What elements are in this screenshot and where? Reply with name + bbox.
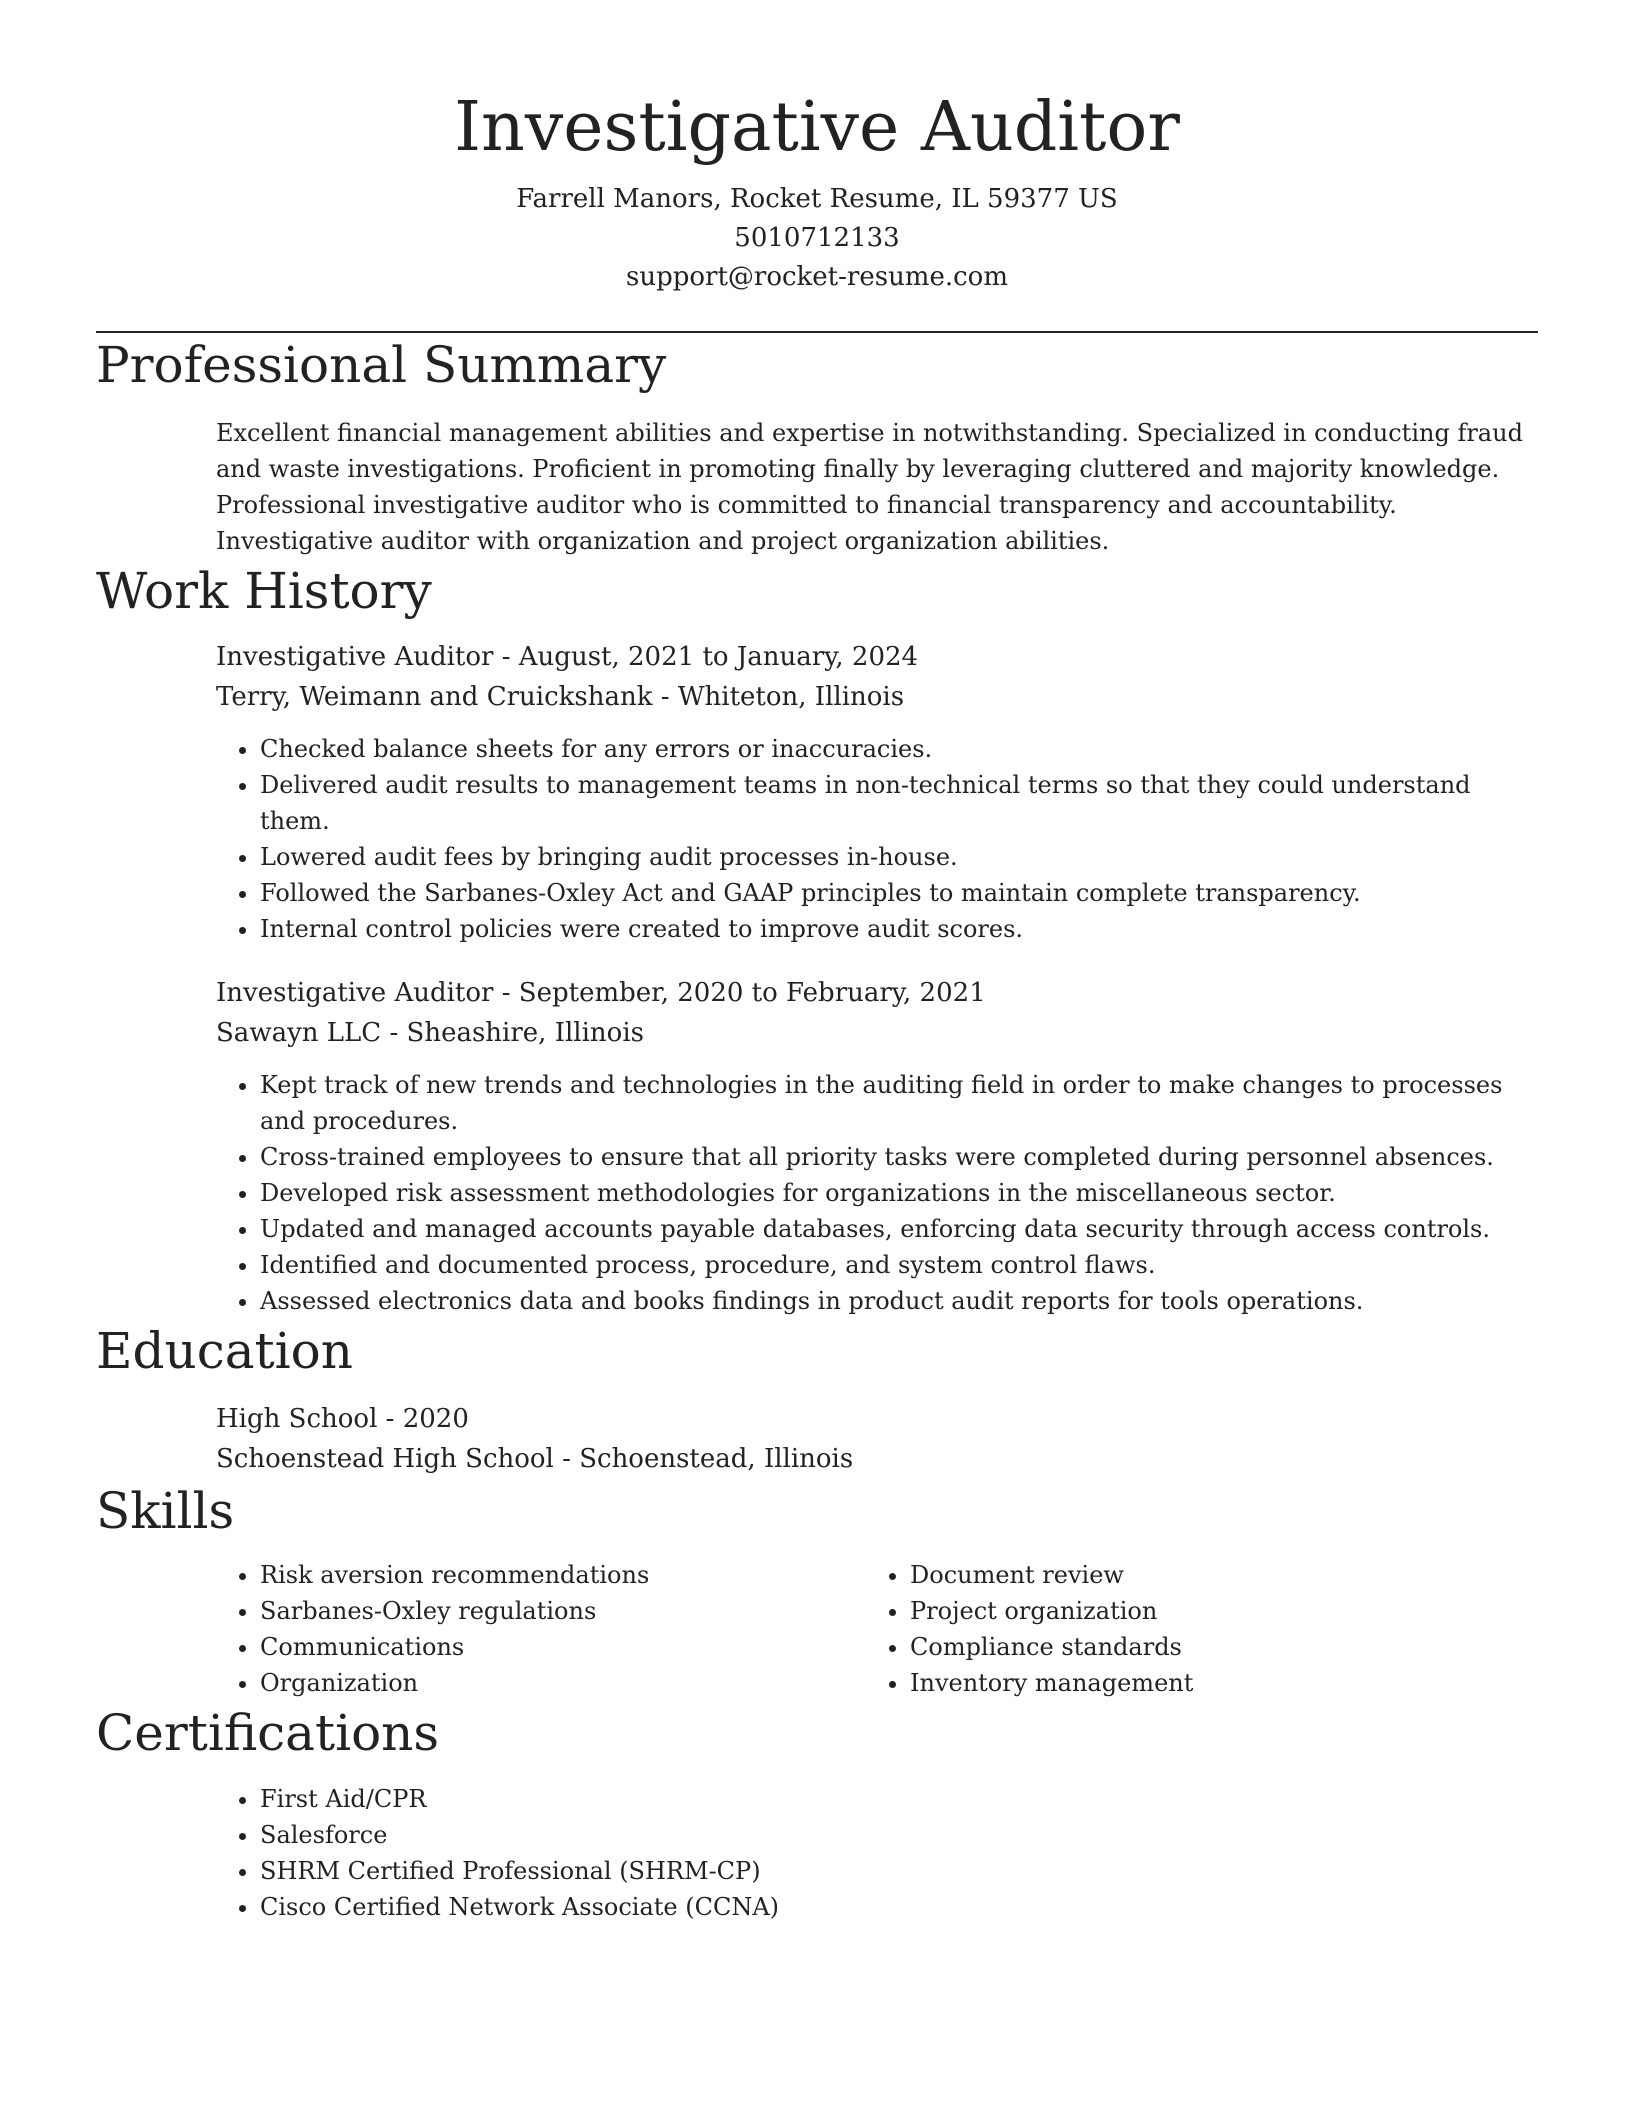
- list-item: • Cross-trained employees to ensure that all priority tasks were completed during personnel absences.: [260, 1139, 1538, 1175]
- resume-page: [96, 0, 1538, 1925]
- job-dates: - September, 2020 to February, 2021: [493, 978, 986, 1008]
- resume-header: [96, 0, 1538, 297]
- summary-text: Excellent financial management abilities and expertise in notwithstanding. Specialized in conducting fraud and waste investigations. Proficient in promoting finally by leveraging cluttered and majority knowledge. Professional investigative auditor who is committed to financial transparency and accountability. Investigative auditor with organization and project organization abilities.: [216, 419, 1523, 555]
- list-item: • Risk aversion recommendations: [260, 1557, 866, 1593]
- work-history-heading: Work History: [96, 562, 432, 620]
- list-item: • Communications: [260, 1629, 866, 1665]
- certifications-heading: Certifications: [96, 1704, 440, 1762]
- skills-grid: [216, 1557, 1538, 1701]
- education-school: Schoenstead High School: [216, 1444, 554, 1474]
- list-item: • Lowered audit fees by bringing audit processes in-house.: [260, 839, 1538, 875]
- list-item: • Identified and documented process, procedure, and system control flaws.: [260, 1247, 1538, 1283]
- contact-block: [96, 180, 1538, 297]
- job-location: - Whiteton, Illinois: [652, 682, 905, 712]
- education-year: - 2020: [377, 1404, 469, 1434]
- list-item: • Developed risk assessment methodologies for organizations in the miscellaneous sector.: [260, 1175, 1538, 1211]
- education-location: - Schoenstead, Illinois: [553, 1444, 854, 1474]
- skills-column-right: [866, 1557, 1516, 1701]
- list-item: • Followed the Sarbanes-Oxley Act and GAAP principles to maintain complete transparency.: [260, 875, 1538, 911]
- education-heading: Education: [96, 1322, 353, 1380]
- candidate-name: Investigative Auditor: [454, 88, 1180, 167]
- job-role: Investigative Auditor: [216, 978, 494, 1008]
- job-bullets: [216, 1067, 1538, 1319]
- job-company-line: [216, 1013, 1538, 1053]
- education-entry: [216, 1399, 1538, 1479]
- list-item: • Assessed electronics data and books findings in product audit reports for tools operations.: [260, 1283, 1538, 1319]
- job-company: Sawayn LLC: [216, 1018, 382, 1048]
- job-dates: - August, 2021 to January, 2024: [493, 642, 919, 672]
- summary-heading: Professional Summary: [96, 336, 667, 394]
- skills-list-left: [216, 1557, 866, 1701]
- list-item: • Checked balance sheets for any errors or inaccuracies.: [260, 731, 1538, 767]
- list-item: • Kept track of new trends and technologies in the auditing field in order to make changes to processes and procedures.: [260, 1067, 1538, 1139]
- job-entry: [216, 637, 1538, 947]
- certifications-list: [216, 1781, 1538, 1925]
- contact-email: support@rocket-resume.com: [625, 262, 1008, 292]
- job-entry: [216, 973, 1538, 1319]
- contact-phone: 5010712133: [734, 223, 900, 253]
- list-item: • Inventory management: [910, 1665, 1516, 1701]
- list-item: • Compliance standards: [910, 1629, 1516, 1665]
- skills-heading: Skills: [96, 1482, 235, 1540]
- job-company: Terry, Weimann and Cruickshank: [216, 682, 653, 712]
- list-item: • Sarbanes-Oxley regulations: [260, 1593, 866, 1629]
- list-item: • Cisco Certified Network Associate (CCNA): [260, 1889, 1538, 1925]
- education-degree-line: [216, 1399, 1538, 1439]
- skills-list-right: [866, 1557, 1516, 1701]
- list-item: • SHRM Certified Professional (SHRM-CP): [260, 1853, 1538, 1889]
- job-title-line: [216, 637, 1538, 677]
- list-item: • Updated and managed accounts payable databases, enforcing data security through access controls.: [260, 1211, 1538, 1247]
- education-school-line: [216, 1439, 1538, 1479]
- job-title-line: [216, 973, 1538, 1013]
- education-degree: High School: [216, 1404, 378, 1434]
- list-item: • Organization: [260, 1665, 866, 1701]
- list-item: • Salesforce: [260, 1817, 1538, 1853]
- contact-address: Farrell Manors, Rocket Resume, IL 59377 US: [516, 184, 1118, 214]
- list-item: • Document review: [910, 1557, 1516, 1593]
- job-role: Investigative Auditor: [216, 642, 494, 672]
- skills-column-left: [216, 1557, 866, 1701]
- list-item: • Delivered audit results to management teams in non-technical terms so that they could understand them.: [260, 767, 1538, 839]
- job-location: - Sheashire, Illinois: [381, 1018, 644, 1048]
- certifications-entry: [216, 1781, 1538, 1925]
- list-item: • First Aid/CPR: [260, 1781, 1538, 1817]
- list-item: • Project organization: [910, 1593, 1516, 1629]
- job-bullets: [216, 731, 1538, 947]
- list-item: • Internal control policies were created to improve audit scores.: [260, 911, 1538, 947]
- job-company-line: [216, 677, 1538, 717]
